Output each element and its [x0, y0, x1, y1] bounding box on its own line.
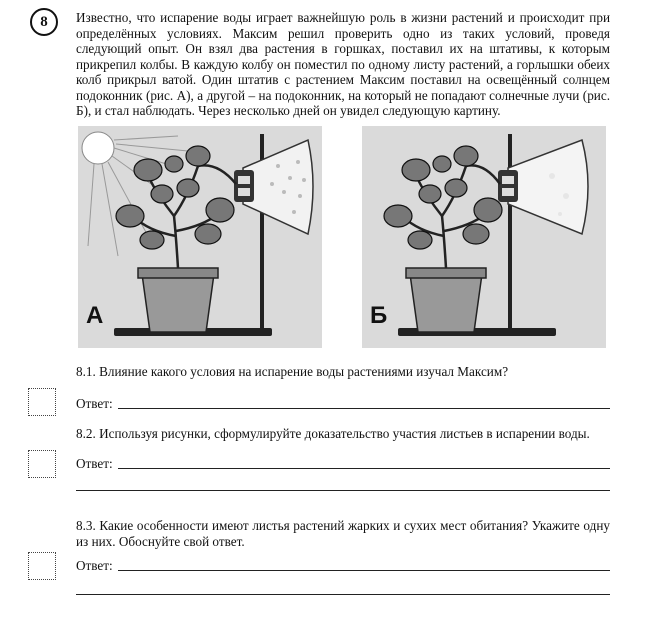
- answer-label-8-2: Ответ:: [76, 456, 113, 471]
- flower-pot: [410, 274, 482, 332]
- answer-line-8-1[interactable]: [118, 408, 610, 409]
- question-8-1: 8.1. Влияние какого условия на испарение воды растениями изучал Максим?: [76, 364, 509, 379]
- flask: [508, 140, 588, 234]
- answer-label-8-3: Ответ:: [76, 558, 113, 573]
- answer-line-8-2b[interactable]: [76, 490, 610, 491]
- task-intro-text: Известно, что испарение воды играет важнейшую роль в жизни растений и происходит при определённых условиях. Максим решил проверить одно из таких условий, проведя следующий опыт. Он взял два растения в горшках, поставил их на штативы, к которым прикрепил колбы. В каждую колбу он поместил по одному листу растений, а горлышки обеих колб прикрыл ватой. Один штатив с растением Максим поставил на освещённый солнцем подоконник (рис. А), а другой – на подоконник, на который не попадают солнечные лучи (рис. Б), и стал наблюдать. Через несколько дней он увидел следующую картину.: [76, 10, 610, 118]
- clamp: [234, 170, 254, 202]
- answer-line-8-2a[interactable]: [118, 468, 610, 469]
- answer-line-8-3b[interactable]: [76, 594, 610, 595]
- score-box-8-3[interactable]: [28, 552, 56, 580]
- clamp: [498, 170, 518, 202]
- answer-line-8-3a[interactable]: [118, 570, 610, 571]
- figure-b-shaded: [362, 126, 606, 348]
- figure-a-label: А: [86, 302, 104, 329]
- figure-b-label: Б: [370, 302, 388, 329]
- stand-rod: [508, 134, 512, 330]
- task-number: 8: [40, 13, 48, 30]
- sun-icon: [82, 132, 114, 164]
- task-number-badge: [30, 8, 58, 36]
- question-8-2: 8.2. Используя рисунки, сформулируйте доказательство участия листьев в испарении воды.: [76, 426, 590, 441]
- answer-label-8-1: Ответ:: [76, 396, 113, 411]
- experiment-illustration-a: [78, 126, 322, 348]
- figure-a-sunlit: [78, 126, 322, 348]
- score-box-8-1[interactable]: [28, 388, 56, 416]
- question-8-3: 8.3. Какие особенности имеют листья растений жарких и сухих мест обитания? Укажите одну из них. Обоснуйте свой ответ.: [76, 518, 610, 549]
- flower-pot: [142, 274, 214, 332]
- score-box-8-2[interactable]: [28, 450, 56, 478]
- experiment-illustration-b: [362, 126, 606, 348]
